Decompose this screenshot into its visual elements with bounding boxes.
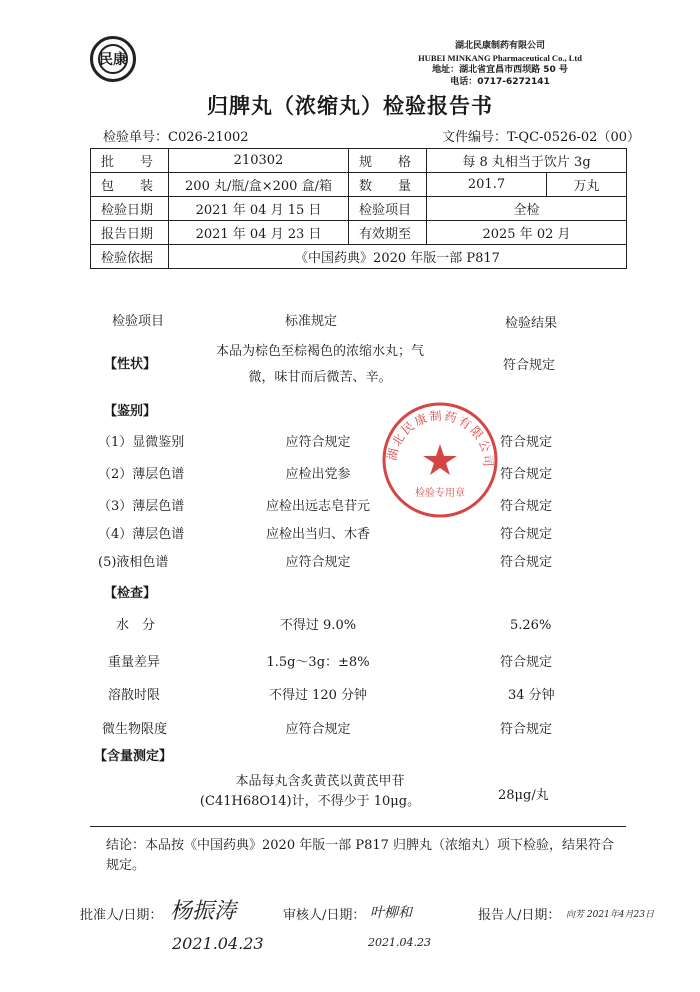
approver-label: 批准人/日期： (80, 908, 163, 923)
character-result: 符合规定 (503, 358, 556, 373)
conclusion-text: 本品按《中国药典》2020 年版一部 P817 归脾丸（浓缩丸）项下检验，结果符合规定。 (106, 838, 615, 873)
row-item: （3）薄层色谱 (98, 499, 185, 514)
batch-value: 210302 (169, 149, 349, 173)
inspection-seal (380, 400, 500, 520)
table-row (91, 197, 627, 221)
section-character: 【性状】 (104, 357, 157, 372)
row-standard: 应检出当归、木香 (265, 527, 370, 542)
qty-unit: 万丸 (547, 173, 627, 197)
pack-label: 包 装 (91, 173, 169, 197)
seal-text: 湖北民康制药有限公司 (384, 408, 496, 470)
row-item: （2）薄层色谱 (98, 467, 185, 482)
reporter-label: 报告人/日期： (478, 908, 561, 923)
test-date-value: 2021 年 04 月 15 日 (169, 197, 349, 221)
conclusion-label: 结论： (106, 838, 146, 853)
row-item: (5)液相色谱 (98, 555, 169, 570)
basis-value: 《中国药典》2020 年版一部 P817 (169, 245, 627, 269)
row-result: 符合规定 (500, 655, 553, 670)
company-logo (90, 36, 136, 82)
row-standard: 应检出党参 (285, 467, 351, 482)
report-date-value: 2021 年 04 月 23 日 (169, 221, 349, 245)
document-title: 归脾丸（浓缩丸）检验报告书 (207, 93, 493, 118)
row-result: 符合规定 (500, 499, 553, 514)
assay-standard-2: (C41H68O14)计，不得少于 10μg。 (199, 794, 421, 809)
test-date-label: 检验日期 (91, 197, 169, 221)
company-name-cn: 湖北民康制药有限公司 (454, 41, 545, 51)
character-standard-2: 微，味甘而后微苦、辛。 (248, 370, 392, 385)
expiry-label: 有效期至 (349, 221, 427, 245)
spec-label: 规 格 (349, 149, 427, 173)
divider-line (90, 826, 626, 827)
table-row (91, 221, 627, 245)
qty-value: 201.7 (427, 173, 547, 197)
item-label: 检验项目 (349, 197, 427, 221)
company-phone: 电话：0717-6272141 (450, 77, 550, 87)
row-result: 符合规定 (500, 467, 553, 482)
col-standard-header: 标准规定 (285, 314, 338, 329)
row-item: 重量差异 (108, 655, 161, 670)
row-standard: 应符合规定 (285, 722, 351, 737)
info-table (90, 148, 627, 269)
expiry-value: 2025 年 02 月 (427, 221, 627, 245)
row-result: 符合规定 (500, 722, 553, 737)
report-number: 检验单号：C026-21002 (103, 130, 249, 145)
row-result: 34 分钟 (508, 688, 555, 703)
qty-label: 数 量 (349, 173, 427, 197)
spec-value: 每 8 丸相当于饮片 3g (427, 149, 627, 173)
section-identification: 【鉴别】 (104, 404, 157, 419)
report-date-label: 报告日期 (91, 221, 169, 245)
reviewer-date: 2021.04.23 (368, 936, 431, 949)
reviewer-signature: 叶柳和 (370, 905, 412, 921)
table-row (91, 173, 627, 197)
assay-standard-1: 本品每丸含炙黄芪以黄芪甲苷 (235, 774, 405, 789)
reporter-signature: 向芳 2021年4月23日 (566, 910, 654, 920)
assay-result: 28μg/丸 (498, 788, 549, 803)
approver-signature: 杨振涛 (170, 899, 237, 924)
file-number: 文件编号：T-QC-0526-02（00） (442, 130, 640, 145)
row-standard: 不得过 9.0% (279, 618, 357, 633)
table-row (91, 245, 627, 269)
row-item: 水 分 (116, 618, 156, 633)
row-standard: 应检出远志皂苷元 (265, 499, 370, 514)
col-result-header: 检验结果 (505, 316, 558, 331)
reviewer-label: 审核人/日期： (283, 908, 366, 923)
logo-text: 民康 (99, 52, 127, 68)
row-standard: 不得过 120 分钟 (268, 688, 368, 703)
row-result: 符合规定 (500, 555, 553, 570)
seal-star-icon (423, 444, 457, 475)
section-assay: 【含量测定】 (94, 749, 173, 764)
row-standard: 1.5g～3g：±8% (266, 655, 370, 670)
table-row (91, 149, 627, 173)
row-result: 符合规定 (500, 527, 553, 542)
item-value: 全检 (427, 197, 627, 221)
row-item: 溶散时限 (108, 688, 161, 703)
row-item: （1）显微鉴别 (98, 435, 185, 450)
report-number-value: C026-21002 (168, 130, 249, 145)
company-name-en: HUBEI MINKANG Pharmaceutical Co., Ltd (418, 53, 582, 63)
row-item: 微生物限度 (102, 722, 168, 737)
basis-label: 检验依据 (91, 245, 169, 269)
batch-label: 批 号 (91, 149, 169, 173)
seal-subtext: 检验专用章 (415, 488, 465, 499)
conclusion (106, 836, 626, 876)
row-item: （4）薄层色谱 (98, 527, 185, 542)
row-standard: 应符合规定 (285, 435, 351, 450)
approver-date: 2021.04.23 (172, 934, 264, 953)
col-item-header: 检验项目 (112, 314, 165, 329)
company-info (370, 40, 630, 88)
section-inspection: 【检查】 (104, 586, 157, 601)
row-result: 5.26% (510, 618, 552, 633)
row-result: 符合规定 (500, 435, 553, 450)
pack-value: 200 丸/瓶/盒×200 盒/箱 (169, 173, 349, 197)
company-address: 地址：湖北省宜昌市西坝路 50 号 (432, 65, 568, 75)
row-standard: 应符合规定 (285, 555, 351, 570)
character-standard-1: 本品为棕色至棕褐色的浓缩水丸；气 (215, 344, 424, 359)
